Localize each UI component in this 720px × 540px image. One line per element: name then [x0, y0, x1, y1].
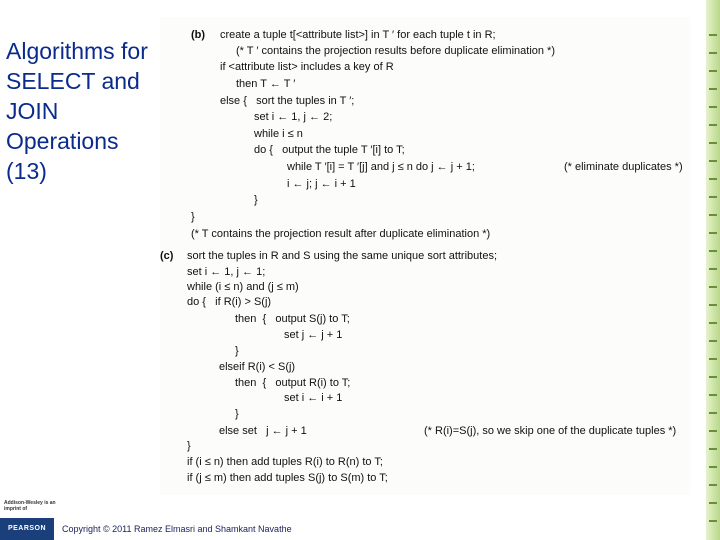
code-line: do { output the tuple T ′[i] to T;	[254, 144, 405, 156]
code-line: sort the tuples in R and S using the same unique sort attributes;	[187, 250, 498, 262]
code-line: set j ← j + 1	[284, 329, 343, 341]
code-comment: (* R(i)=S(j), so we skip one of the duplicate tuples *)	[424, 425, 677, 437]
code-line: if (i ≤ n) then add tuples R(i) to R(n) to T;	[187, 456, 383, 468]
code-line: if <attribute list> includes a key of R	[220, 61, 394, 73]
slide-title	[6, 36, 174, 186]
code-comment: (* T contains the projection result after duplicate elimination *)	[191, 228, 491, 240]
publisher-logo-text: Addison-Wesley is an imprint of	[4, 500, 56, 512]
code-line: }	[254, 194, 258, 206]
code-line: then { output R(i) to T;	[235, 377, 351, 389]
code-line: }	[235, 408, 239, 420]
code-line: i ← j; j ← i + 1	[287, 178, 356, 190]
code-comment: (* T ′ contains the projection results before duplicate elimination *)	[236, 45, 555, 57]
title-line: (13)	[6, 158, 47, 184]
copyright-footer: Copyright © 2011 Ramez Elmasri and Shamkant Navathe	[62, 524, 292, 534]
code-line: set i ← i + 1	[284, 392, 343, 404]
code-line: while i ≤ n	[254, 128, 303, 140]
title-line: Operations	[6, 128, 119, 154]
code-line: then { output S(j) to T;	[235, 313, 350, 325]
code-line: create a tuple t[<attribute list>] in T ′ for each tuple t in R;	[220, 29, 496, 41]
decorative-side-bar	[706, 0, 720, 540]
code-line: elseif R(i) < S(j)	[219, 361, 296, 373]
code-line: then T ← T ′	[236, 78, 296, 90]
title-line: JOIN	[6, 98, 59, 124]
code-line: set i ← 1, j ← 2;	[254, 111, 333, 123]
code-line: set i ← 1, j ← 1;	[187, 266, 266, 278]
part-b-label: (b)	[191, 29, 206, 41]
code-line: while (i ≤ n) and (j ≤ m)	[187, 281, 299, 293]
title-line: SELECT and	[6, 68, 140, 94]
pearson-logo: PEARSON	[0, 518, 54, 540]
code-line: }	[187, 440, 191, 452]
part-c-label: (c)	[160, 250, 174, 262]
code-comment: (* eliminate duplicates *)	[564, 161, 683, 173]
code-line: do { if R(i) > S(j)	[187, 296, 272, 308]
code-line: while T ′[i] = T ′[j] and j ≤ n do j ← j + 1;	[287, 161, 475, 173]
title-line: Algorithms for	[6, 38, 148, 64]
code-line: else set j ← j + 1	[219, 425, 307, 437]
code-line: }	[191, 211, 195, 223]
code-line: if (j ≤ m) then add tuples S(j) to S(m) to T;	[187, 472, 388, 484]
code-line: }	[235, 345, 239, 357]
code-line: else { sort the tuples in T ′;	[220, 95, 355, 107]
